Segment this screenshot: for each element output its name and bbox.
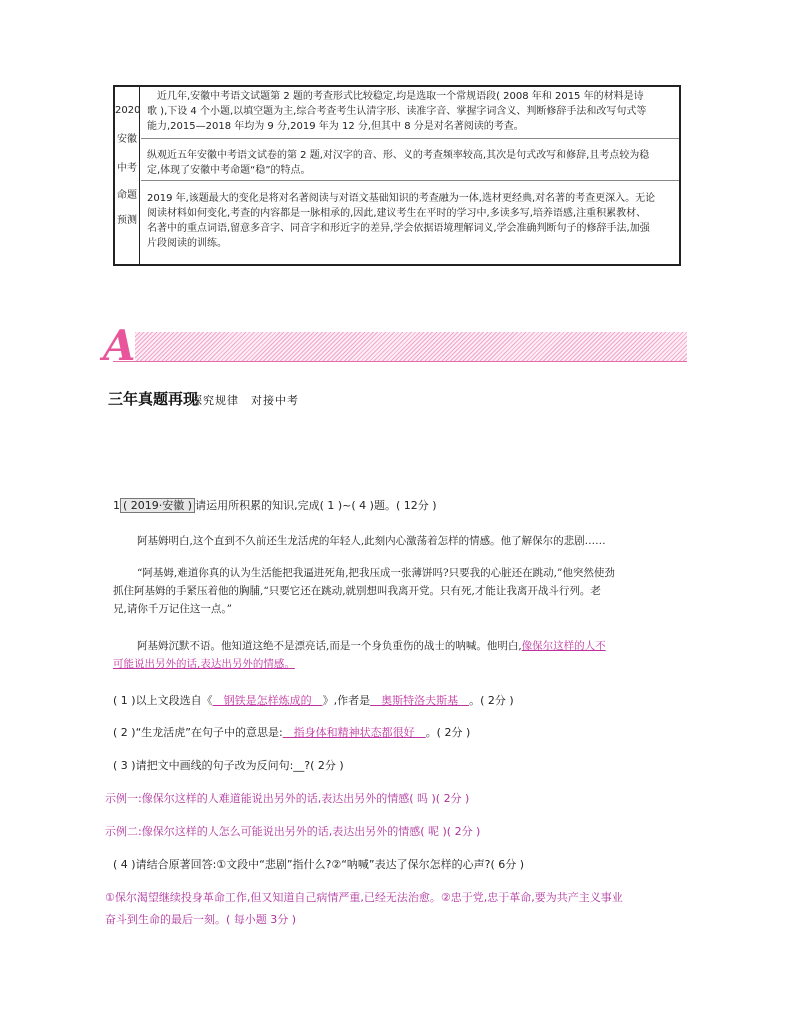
table-text: 阅读材料如何变化,考查的内容都是一脉相承的,因此,建议考生在平时的学习中,多读多写,培养语感,注重积累教材、	[147, 208, 647, 219]
passage-paragraph-1: 阿基姆明白,这个直到不久前还生龙活虎的年轻人,此刻内心激荡着怎样的情感。他了解保尔的悲剧……	[137, 535, 606, 547]
table-label-char: 预测	[117, 215, 137, 226]
passage-line	[113, 655, 295, 673]
prediction-table	[113, 85, 681, 266]
source-tag: ( 2019·安徽 )	[120, 498, 195, 513]
q-text: 》,作者是	[322, 694, 371, 707]
answer-book-title: 钢铁是怎样炼成的	[212, 694, 323, 707]
table-text: 定,体现了安徽中考命题“稳”的特点。	[147, 165, 311, 176]
question-header	[113, 498, 437, 514]
passage-line: “阿基姆,难道你真的认为生活能把我逼进死角,把我压成一张薄饼吗?只要我的心脏还在跳动,”他突然使劲	[137, 567, 615, 579]
table-label-char: 安徽	[117, 134, 137, 145]
answer-meaning: 指身体和精神状态都很好	[282, 726, 426, 739]
sub-question-2	[113, 725, 470, 741]
underlined-sentence: 可能说出另外的话,表达出另外的情感。	[113, 658, 295, 670]
passage-text: 阿基姆沉默不语。他知道这绝不是漂亮话,而是一个身负重伤的战士的呐喊。他明白,	[137, 640, 522, 652]
q-text: ( 1 )以上文段选自《	[113, 694, 213, 707]
q-text: 。( 2分 )	[425, 726, 471, 739]
passage-paragraph-3	[137, 637, 606, 655]
table-row-2	[141, 139, 679, 181]
q-text: 。( 2分 )	[469, 694, 514, 707]
q-text: ( 2 )“生龙活虎”在句子中的意思是:	[113, 726, 283, 739]
section-title: 三年真题再现	[108, 390, 199, 408]
table-row-1	[141, 87, 679, 139]
passage-line: 抓住阿基姆的手紧压着他的胸脯,“只要它还在跳动,就别想叫我离开党。只有死,才能让我离开战斗行列。老	[113, 585, 601, 597]
table-text: 2019 年,该题最大的变化是将对名著阅读与对语文基础知识的考查融为一体,选材更经典,对名著的考查更深入。无论	[147, 193, 656, 204]
underlined-sentence: 像保尔这样的人不	[521, 640, 606, 652]
section-banner	[103, 321, 687, 370]
question-number: 1	[113, 499, 120, 512]
question-intro: 请运用所积累的知识,完成( 1 )~( 4 )题。( 12分 )	[195, 499, 437, 512]
banner-underline	[113, 361, 687, 362]
sub-question-3: ( 3 )请把文中画线的句子改为反问句:__?( 2分 )	[113, 759, 344, 772]
sub-question-1	[113, 693, 514, 709]
table-label-char: 命题	[117, 190, 137, 201]
banner-stripes	[135, 332, 687, 362]
answer-q4-line: ①保尔渴望继续投身革命工作,但又知道自己病情严重,已经无法治愈。②忠于党,忠于革命,要为共产主义事业	[105, 891, 623, 904]
table-label-column	[115, 87, 140, 264]
table-text: 近几年,安徽中考语文试题第 2 题的考查形式比较稳定,均是选取一个常规语段( 2008 年和 2015 年的材料是诗	[147, 91, 644, 102]
answer-example-1: 示例一:像保尔这样的人难道能说出另外的话,表达出另外的情感( 吗 )( 2分 )	[105, 792, 470, 805]
sub-question-4: ( 4 )请结合原著回答:①文段中“悲剧”指什么?②“呐喊”表达了保尔怎样的心声?( 6分 )	[113, 858, 525, 871]
table-text: 歌 ),下设 4 个小题,以填空题为主,综合考查考生认清字形、读准字音、掌握字词含义、判断修辞手法和改写句式等	[147, 106, 647, 117]
section-letter: A	[103, 321, 136, 370]
table-text: 片段阅读的训练。	[147, 238, 227, 249]
table-label-char: 2020	[115, 105, 141, 116]
table-text: 能力,2015—2018 年均为 9 分,2019 年为 12 分,但其中 8 分是对名著阅读的考查。	[147, 121, 524, 132]
section-subtitle: 探究规律 对接中考	[191, 394, 299, 407]
table-text: 纵观近五年安徽中考语文试卷的第 2 题,对汉字的音、形、义的考查频率较高,其次是句式改写和修辞,且考点较为稳	[147, 150, 650, 161]
answer-q4-line: 奋斗到生命的最后一刻。( 每小题 3分 )	[105, 913, 297, 926]
passage-line: 兄,请你千万记住这一点。”	[113, 603, 232, 615]
table-label-char: 中考	[117, 163, 137, 174]
table-row-3	[141, 181, 679, 265]
answer-author: 奥斯特洛夫斯基	[370, 694, 470, 707]
table-text: 名著中的重点词语,留意多音字、同音字和形近字的差异,学会依据语境理解词义,学会准确判断句子的修辞手法,加强	[147, 223, 650, 234]
answer-example-2: 示例二:像保尔这样的人怎么可能说出另外的话,表达出另外的情感( 呢 )( 2分 )	[105, 825, 481, 838]
